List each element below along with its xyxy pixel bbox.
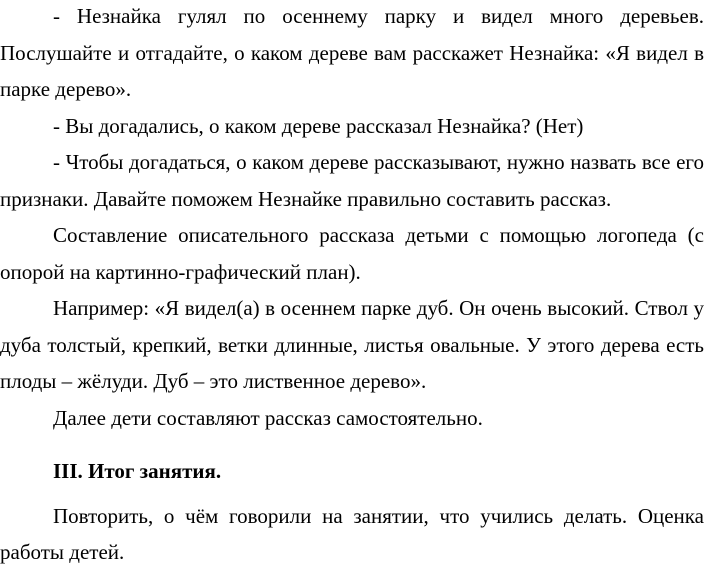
paragraph-guess-question: - Вы догадались, о каком дереве рассказал Незнайка? (Нет) [53, 113, 584, 138]
paragraph-closing: Повторить, о чём говорили на занятии, что учились делать. Оценка работы детей. [0, 503, 704, 564]
paragraph-neznayka-walk: - Незнайка гулял по осеннему парку и видел много деревьев. Послушайте и отгадайте, о каком дереве вам расскажет Незнайка: «Я видел в парке дерево». [0, 4, 704, 101]
paragraph-name-features: - Чтобы догадаться, о каком дереве рассказывают, нужно назвать все его признаки. Давайте поможем Незнайке правильно составить рассказ. [0, 150, 704, 211]
paragraph-descriptive-story: Составление описательного рассказа детьми с помощью логопеда (с опорой на картинно-графический план). [0, 223, 704, 284]
paragraph-independent-story: Далее дети составляют рассказ самостоятельно. [53, 405, 483, 430]
section-heading-summary: III. Итог занятия. [53, 459, 222, 483]
paragraph-example-oak: Например: «Я видел(а) в осеннем парке дуб. Он очень высокий. Ствол у дуба толстый, крепкий, ветки длинные, листья овальные. У этого дерева есть плоды – жёлуди. Дуб – это лиственное дерево». [0, 296, 704, 393]
